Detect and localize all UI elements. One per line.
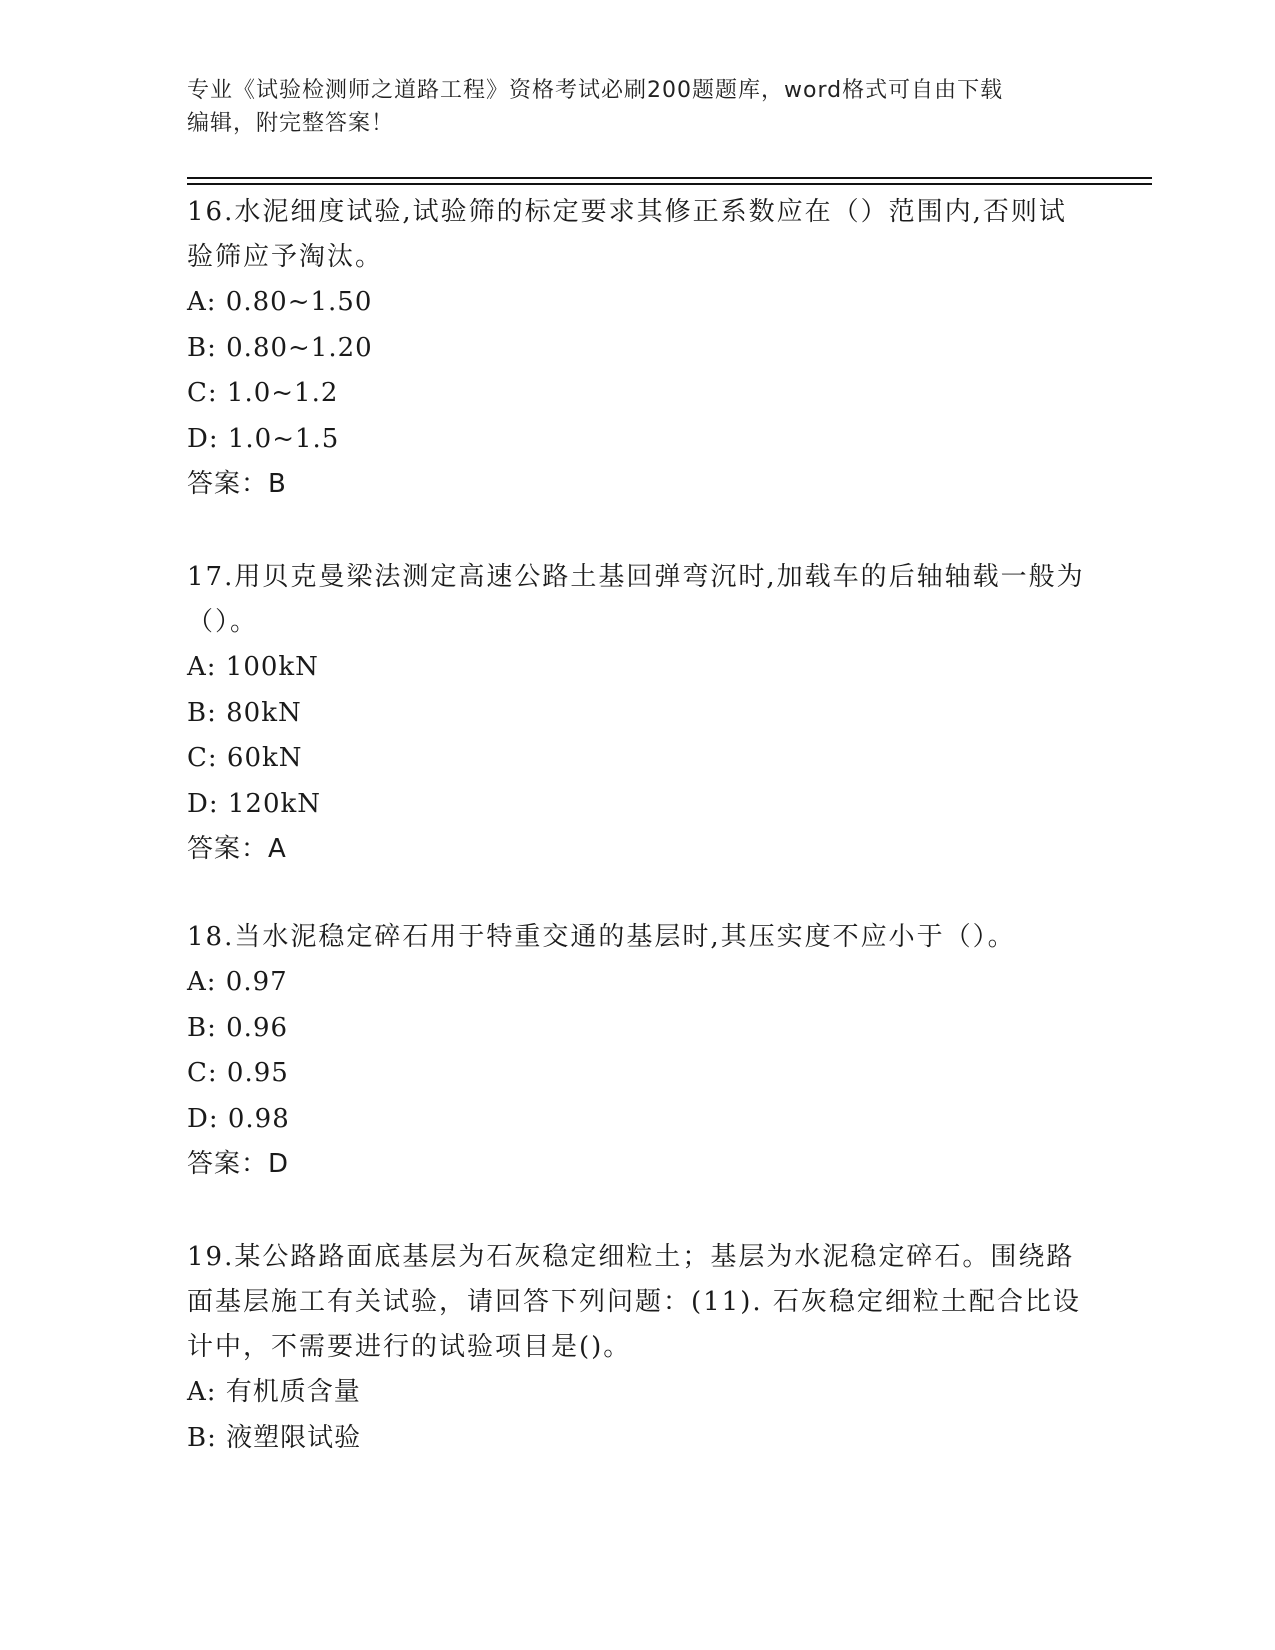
- option-c: C: 0.95: [187, 1058, 289, 1088]
- question-stem: 18.当水泥稳定碎石用于特重交通的基层时,其压实度不应小于（）。: [187, 922, 1016, 952]
- document-header: [187, 74, 1087, 140]
- option-b: B: 0.80~1.20: [187, 332, 373, 363]
- question-stem: 16.水泥细度试验,试验筛的标定要求其修正系数应在（）范围内,否则试验筛应予淘汰。: [187, 197, 1067, 272]
- option-b: B: 液塑限试验: [187, 1422, 362, 1453]
- option-d: D: 0.98: [187, 1103, 290, 1134]
- option-c: C: 60kN: [187, 743, 303, 773]
- option-d: D: 1.0~1.5: [187, 423, 340, 454]
- option-d: D: 120kN: [187, 788, 322, 819]
- answer-line: 答案：A: [187, 834, 287, 864]
- option-a: A: 有机质含量: [187, 1377, 361, 1407]
- header-line-1: 专业《试验检测师之道路工程》资格考试必刷200题题库，word格式可自由下载: [187, 78, 1004, 103]
- question-17: [187, 555, 1087, 872]
- header-divider-bottom: [187, 183, 1152, 185]
- question-19: [187, 1235, 1087, 1461]
- header-divider-top: [187, 177, 1152, 179]
- question-stem: 17.用贝克曼梁法测定高速公路土基回弹弯沉时,加载车的后轴轴载一般为（）。: [187, 562, 1085, 637]
- option-a: A: 0.80~1.50: [187, 287, 373, 317]
- option-b: B: 0.96: [187, 1012, 289, 1043]
- header-line-2: 编辑，附完整答案！: [187, 111, 395, 136]
- option-a: A: 0.97: [187, 967, 288, 997]
- option-a: A: 100kN: [187, 652, 319, 682]
- answer-line: 答案：D: [187, 1149, 290, 1179]
- question-stem: 19.某公路路面底基层为石灰稳定细粒土；基层为水泥稳定碎石。围绕路面基层施工有关试验，请回答下列问题：(11). 石灰稳定细粒土配合比设计中，不需要进行的试验项目是()。: [187, 1242, 1081, 1362]
- question-16: [187, 190, 1087, 507]
- question-18: [187, 915, 1087, 1187]
- answer-line: 答案：B: [187, 469, 287, 499]
- option-c: C: 1.0~1.2: [187, 378, 339, 408]
- option-b: B: 80kN: [187, 697, 302, 728]
